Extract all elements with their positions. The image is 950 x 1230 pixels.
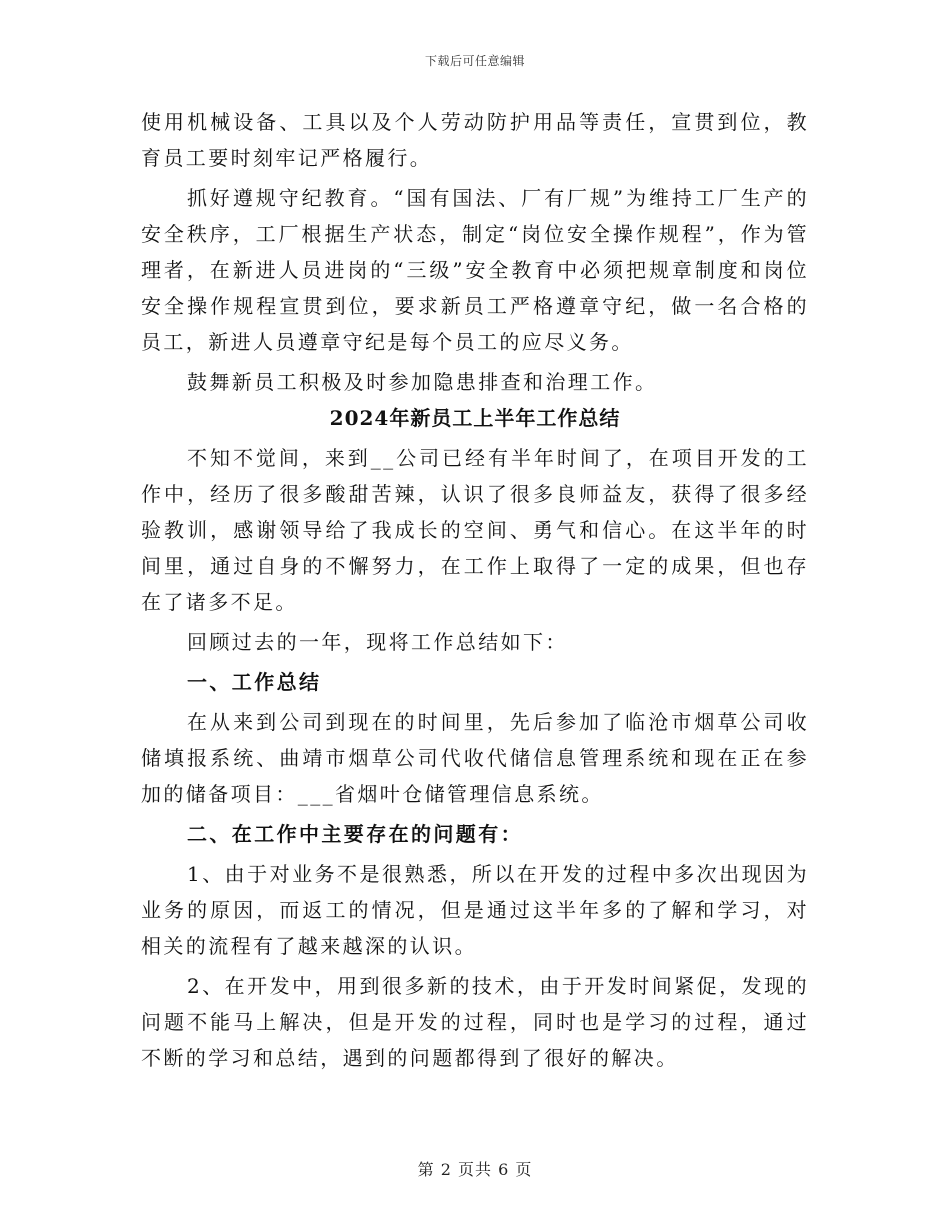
document-body: [141, 104, 809, 1076]
paragraph-projects: 在从来到公司到现在的时间里，先后参加了临沧市烟草公司收储填报系统、曲靖市烟草公司代收代储信息管理系统和现在正在参加的储备项目：___省烟叶仓储管理信息系统。: [141, 710, 809, 806]
document-title: 2024年新员工上半年工作总结: [329, 406, 621, 430]
paragraph-problem-1: 1、由于对业务不是很熟悉，所以在开发的过程中多次出现因为业务的原因，而返工的情况，但是通过这半年多的了解和学习，对相关的流程有了越来越深的认识。: [141, 862, 809, 958]
paragraph-discipline-education: 抓好遵规守纪教育。“国有国法、厂有厂规”为维持工厂生产的安全秩序，工厂根据生产状态，制定“岗位安全操作规程”，作为管理者，在新进人员进岗的“三级”安全教育中必须把规章制度和岗位安全操作规程宣贯到位，要求新员工严格遵章守纪，做一名合格的员工，新进人员遵章守纪是每个员工的应尽义务。: [141, 186, 809, 354]
paragraph-review: 回顾过去的一年，现将工作总结如下：: [187, 630, 568, 654]
paragraph-continuation: 使用机械设备、工具以及个人劳动防护用品等责任，宣贯到位，教育员工要时刻牢记严格履行。: [141, 110, 809, 170]
paragraph-hazard-inspection: 鼓舞新员工积极及时参加隐患排查和治理工作。: [187, 370, 658, 394]
paragraph-problem-2: 2、在开发中，用到很多新的技术，由于开发时间紧促，发现的问题不能马上解决，但是开发的过程，同时也是学习的过程，通过不断的学习和总结，遇到的问题都得到了很好的解决。: [141, 974, 809, 1070]
page-header: 下载后可任意编辑: [424, 54, 525, 68]
page-number: 第 2 页共 6 页: [417, 1160, 533, 1179]
section-heading-problems: 二、在工作中主要存在的问题有：: [187, 822, 523, 846]
paragraph-intro: 不知不觉间，来到__公司已经有半年时间了，在项目开发的工作中，经历了很多酸甜苦辣，认识了很多良师益友，获得了很多经验教训，感谢领导给了我成长的空间、勇气和信心。在这半年的时间里，通过自身的不懈努力，在工作上取得了一定的成果，但也存在了诸多不足。: [141, 446, 809, 614]
section-heading-work-summary: 一、工作总结: [187, 670, 322, 694]
